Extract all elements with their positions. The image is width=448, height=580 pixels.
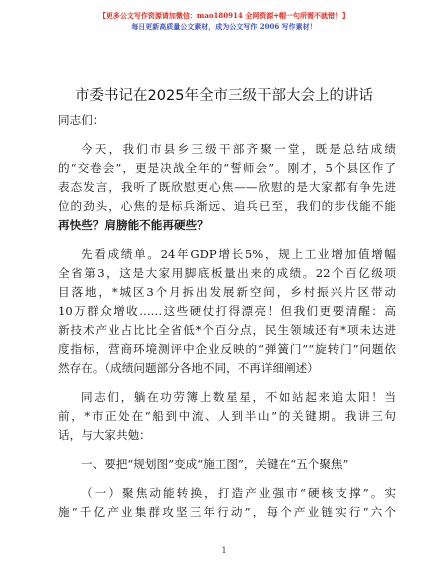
paragraph-line: 的“交卷会”，更是决战全年的“誓师会”。刚才，5个县区作了 [58,161,396,175]
paragraph-line: 位的劲头，心焦的是标兵渐远、追兵已至，我们的步伐能不能 [58,199,396,213]
paragraph-line: 前，*市正处在“船到中流、人到半山”的关键期。我讲三句 [58,409,396,423]
paragraph-line: 先看成绩单。24年GDP增长5%，规上工业增加值增幅 [81,247,396,261]
paragraph-line: 话，与大家共勉： [58,428,151,442]
greeting: 同志们： [58,113,105,127]
paragraph-line: 新技术产业占比比全省低*个百分点，民生领域还有*项未达进 [58,323,396,337]
promo-banner-line1: 【更多公文写作资源请加微信：mao180914 全网资源+帽一句所需不就错！】 [98,11,350,20]
paragraph-line: 全省第3，这是大家用脚底板量出来的成绩。22个百亿级项 [58,266,396,280]
paragraph-line: 10万群众增收……这些硬仗打得漂亮！但我们更要清醒：高 [58,304,396,318]
document-body [58,111,396,522]
paragraph-line-bold: 再快些？肩膀能不能再硬些？ [58,218,209,232]
paragraph-line: 施“千亿产业集群攻坚三年行动”，每个产业链实行“六个 [58,505,396,519]
paragraph-line: 今天，我们市县乡三级干部齐聚一堂，既是总结成绩 [81,142,396,156]
section-heading: 一、要把“规划图”变成“施工图”，关键在“五个聚焦” [81,457,349,471]
document-title: 市委书记在2025年全市三级干部大会上的讲话 [75,88,373,104]
paragraph-line: 然存在。（成绩问题部分各地不同，不再详细阐述） [58,361,319,375]
paragraph-line: （一）聚焦动能转换，打造产业强市“硬核支撑”。实 [81,486,396,500]
promo-banner-line2: 每日更新高质量公文素材，成为公文写作 2006 写作素材！ [131,22,317,31]
paragraph-line: 同志们，躺在功劳簿上数星星，不如站起来追太阳！当 [81,390,396,404]
page-number: 1 [221,546,227,555]
paragraph-line: 表态发言，我听了既欣慰更心焦——欣慰的是大家都有争先进 [58,180,396,194]
paragraph-line: 目落地，*城区3个月拆出发展新空间，乡村振兴片区带动 [58,285,396,299]
paragraph-line: 度指标，营商环境测评中企业反映的“弹簧门”“旋转门”问题依 [58,342,396,356]
